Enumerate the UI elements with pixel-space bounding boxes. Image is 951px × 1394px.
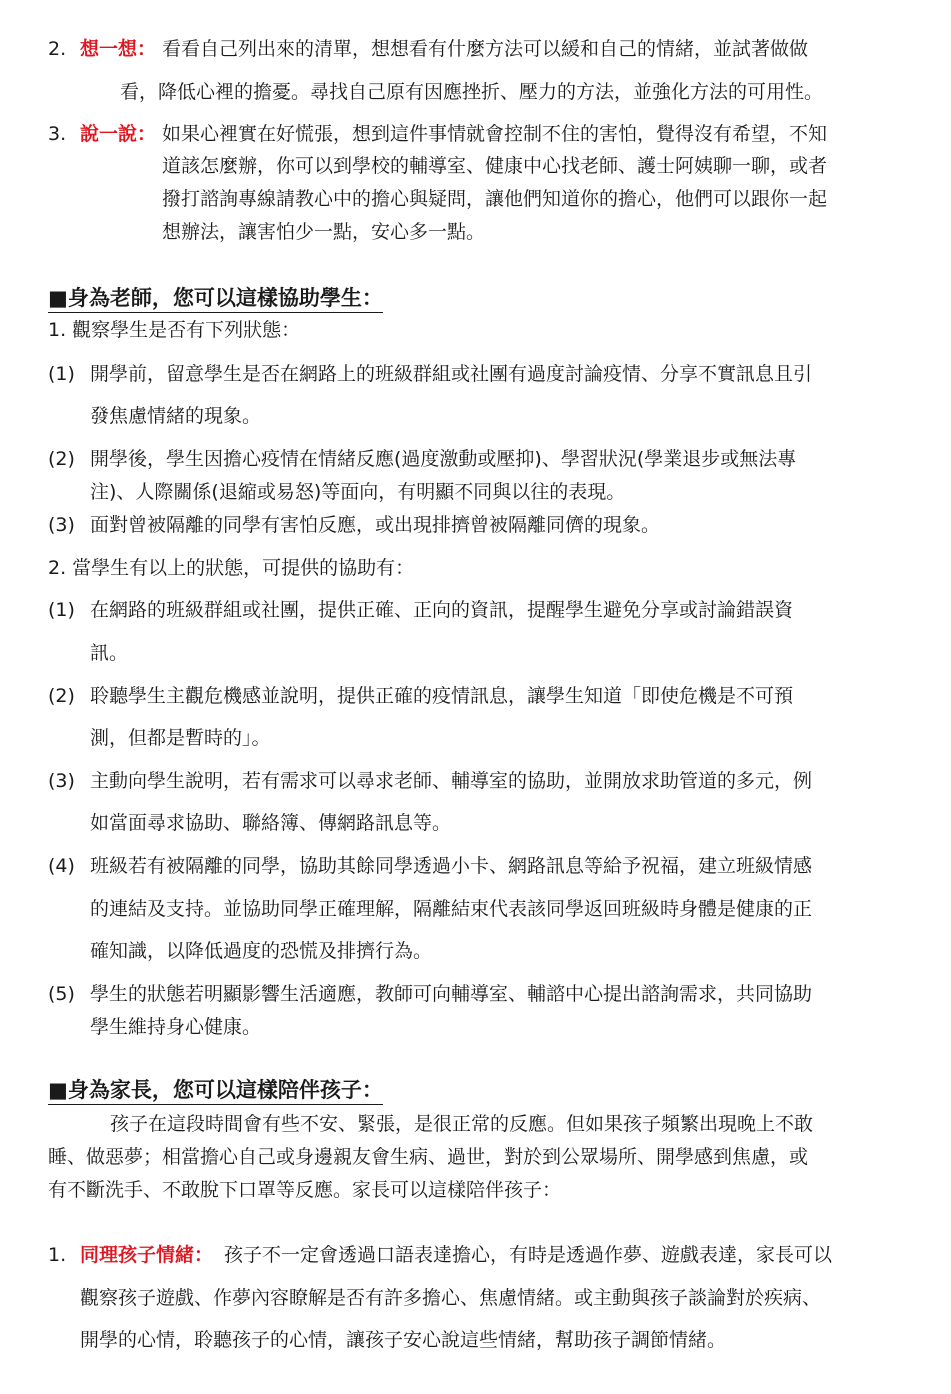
list-number: (1) [48,599,75,621]
list-item-line: 面對曾被隔離的同學有害怕反應，或出現排擠曾被隔離同儕的現象。 [90,514,661,536]
item-text-line: 道該怎麼辦，你可以到學校的輔導室、健康中心找老師、護士阿姨聊一聊，或者 [162,155,828,177]
intro-line: 睡、做惡夢；相當擔心自己或身邊親友會生病、過世，對於到公眾場所、開學感到焦慮，或 [48,1146,809,1168]
list-item-line: 發焦慮情緒的現象。 [90,405,262,427]
item-number: 3. [48,123,67,145]
list-item-line: 注)、人際關係(退縮或易怒)等面向，有明顯不同與以往的表現。 [90,481,626,503]
list-number: (2) [48,685,75,707]
list-item-line: 在網路的班級群組或社團，提供正確、正向的資訊，提醒學生避免分享或討論錯誤資 [90,599,794,621]
list-item-line: 確知識，以降低過度的恐慌及排擠行為。 [90,940,433,962]
item-text-line: 想辦法，讓害怕少一點，安心多一點。 [162,221,486,243]
item-text-line: 開學的心情，聆聽孩子的心情，讓孩子安心說這些情緒，幫助孩子調節情緒。 [80,1329,727,1351]
item-text-line: 看看自己列出來的清單，想想看有什麼方法可以緩和自己的情緒，並試著做做 [162,38,809,60]
intro-line: 有不斷洗手、不敢脫下口罩等反應。家長可以這樣陪伴孩子： [48,1179,562,1201]
item-text-line: 看，降低心裡的擔憂。尋找自己原有因應挫折、壓力的方法，並強化方法的可用性。 [120,81,824,103]
list-number: (4) [48,855,75,877]
list-number: (3) [48,514,75,536]
item-text-line: 觀察孩子遊戲、作夢內容瞭解是否有許多擔心、焦慮情緒。或主動與孩子談論對於疾病、 [80,1287,822,1309]
item-text-line: 如果心裡實在好慌張，想到這件事情就會控制不住的害怕，覺得沒有希望，不知 [162,123,828,145]
teacher-question-2: 2. 當學生有以上的狀態，可提供的協助有： [48,557,415,579]
list-item-line: 學生維持身心健康。 [90,1016,262,1038]
item-number: 1. [48,1244,67,1266]
intro-line: 孩子在這段時間會有些不安、緊張，是很正常的反應。但如果孩子頻繁出現晚上不敢 [110,1113,814,1135]
item-label-think: 想一想： [80,38,157,60]
teacher-question-1: 1. 觀察學生是否有下列狀態： [48,319,301,341]
list-item-line: 主動向學生說明，若有需求可以尋求老師、輔導室的協助，並開放求助管道的多元，例 [90,770,813,792]
list-item-line: 開學前，留意學生是否在網路上的班級群組或社團有過度討論疫情、分享不實訊息且引 [90,363,813,385]
item-text-line: 撥打諮詢專線請教心中的擔心與疑問，讓他們知道你的擔心，他們可以跟你一起 [162,188,828,210]
list-item-line: 訊。 [90,642,129,664]
list-item-line: 測，但都是暫時的」。 [90,727,271,749]
list-item-line: 開學後，學生因擔心疫情在情緒反應(過度激動或壓抑)、學習狀況(學業退步或無法專 [90,448,797,470]
item-label-say: 說一說： [80,123,157,145]
list-number: (5) [48,983,75,1005]
list-item-line: 班級若有被隔離的同學，協助其餘同學透過小卡、網路訊息等給予祝福，建立班級情感 [90,855,813,877]
list-item-line: 如當面尋求協助、聯絡簿、傳網路訊息等。 [90,812,452,834]
list-number: (2) [48,448,75,470]
item-text-line: 孩子不一定會透過口語表達擔心，有時是透過作夢、遊戲表達，家長可以 [224,1244,833,1266]
list-item-line: 學生的狀態若明顯影響生活適應，教師可向輔導室、輔諮中心提出諮詢需求，共同協助 [90,983,813,1005]
list-number: (3) [48,770,75,792]
item-number: 2. [48,38,67,60]
parent-section-heading: ■身為家長，您可以這樣陪伴孩子： [48,1077,383,1105]
list-item-line: 聆聽學生主觀危機感並說明，提供正確的疫情訊息，讓學生知道「即使危機是不可預 [90,685,794,707]
list-item-line: 的連結及支持。並協助同學正確理解，隔離結束代表該同學返回班級時身體是健康的正 [90,898,813,920]
list-number: (1) [48,363,75,385]
teacher-section-heading: ■身為老師，您可以這樣協助學生： [48,285,383,313]
item-label-empathize: 同理孩子情緒： [80,1244,214,1266]
